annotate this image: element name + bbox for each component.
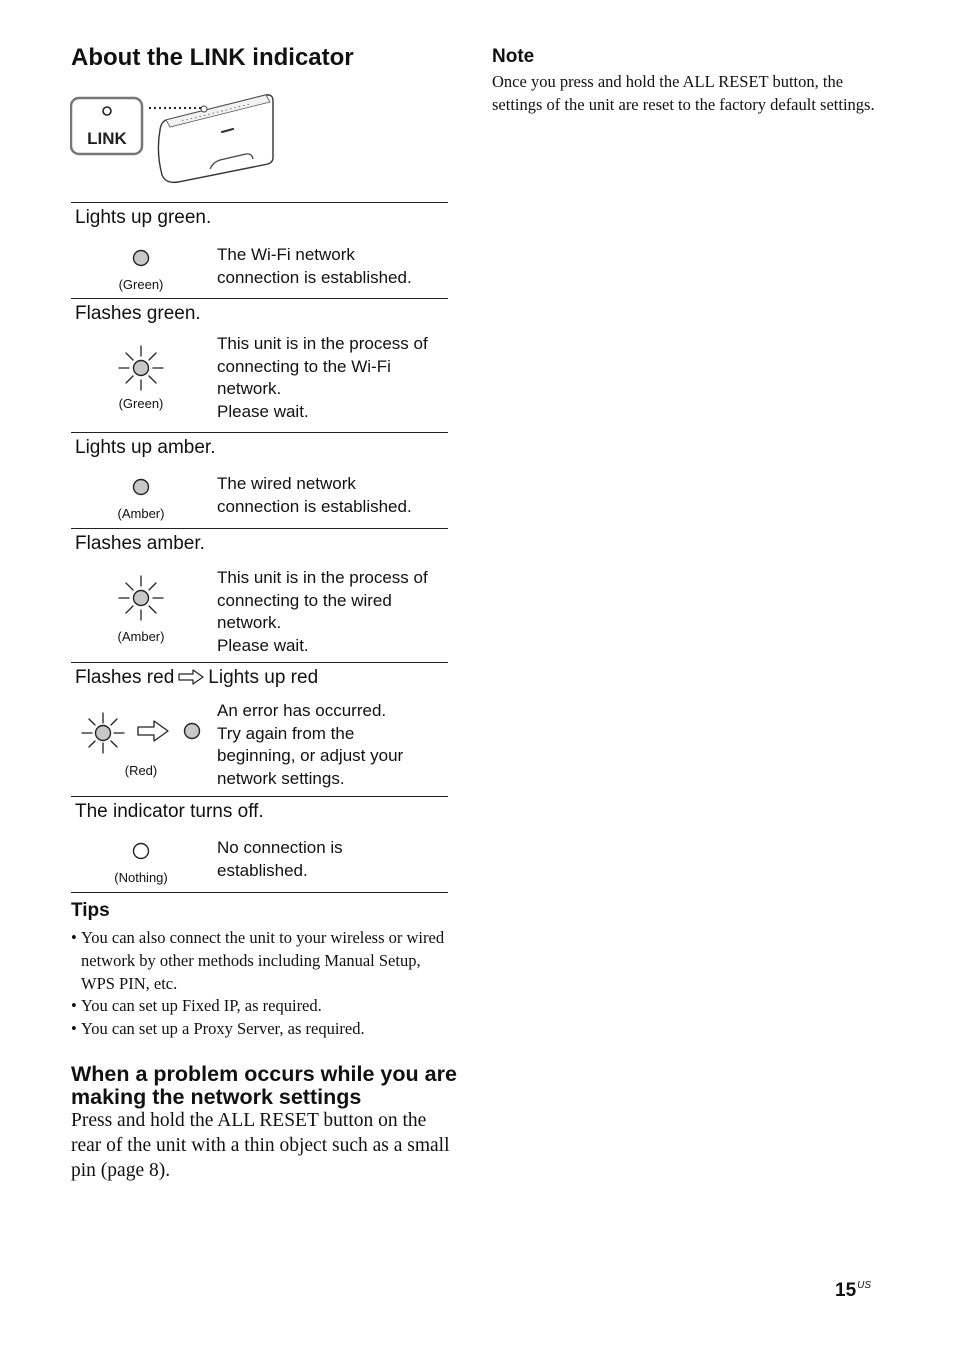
section-title-link-indicator: About the LINK indicator [71, 44, 354, 71]
region-suffix: US [857, 1280, 872, 1291]
indicator-description: The wired network connection is established. [217, 474, 412, 516]
indicator-color: (Red) [124, 763, 158, 778]
indicator-title: Lights up green. [75, 207, 212, 228]
arrow-right-icon [178, 669, 204, 685]
link-led-icon [103, 107, 111, 115]
indicator-description: This unit is in the process of connecting to the Wi-Fi network. Please wait. [217, 334, 428, 421]
indicator-row-off [71, 797, 448, 893]
indicator-color: (Amber) [117, 506, 165, 521]
indicator-row-amber-on [71, 433, 448, 529]
note-paragraph: Once you press and hold the ALL RESET button, the settings of the unit are reset to the factory default settings. [492, 72, 875, 114]
indicator-table [71, 202, 448, 893]
indicator-title: Lights up amber. [75, 437, 216, 458]
problem-paragraph: Press and hold the ALL RESET button on the rear of the unit with a thin object such as a small pin (page 8). [71, 1110, 450, 1181]
indicator-color: (Nothing) [114, 870, 168, 885]
unit-illustration [70, 90, 280, 186]
indicator-row-amber-flash [71, 529, 448, 663]
indicator-row-green-flash [71, 299, 448, 433]
indicator-description: An error has occurred. Try again from the beginning, or adjust your network settings. [217, 701, 404, 788]
indicator-title: The indicator turns off. [75, 801, 264, 822]
led-on-icon [71, 476, 211, 498]
list-item: • You can set up Fixed IP, as required. [71, 995, 451, 1018]
led-flash-icon [71, 343, 211, 393]
list-item: • You can also connect the unit to your wireless or wired network by other methods including Manual Setup, WPS PIN, etc. [71, 927, 451, 995]
tips-list [71, 927, 451, 1041]
indicator-color: (Amber) [117, 629, 165, 644]
indicator-description: The Wi-Fi network connection is established. [217, 245, 412, 287]
tips-heading: Tips [71, 900, 110, 921]
led-off-icon [71, 840, 211, 862]
indicator-title: Flashes green. [75, 303, 201, 324]
indicator-row-red [71, 663, 448, 797]
indicator-description: This unit is in the process of connecting to the wired network. Please wait. [217, 568, 428, 655]
note-heading: Note [492, 46, 535, 67]
indicator-color: (Green) [118, 277, 164, 292]
list-item: • You can set up a Proxy Server, as required. [71, 1018, 451, 1041]
indicator-title: Flashes red Lights up red [75, 667, 319, 688]
led-flash-icon [71, 573, 211, 623]
link-label: LINK [87, 129, 127, 148]
led-flash-to-on-icon [79, 711, 209, 755]
led-on-icon [71, 247, 211, 269]
section-title-problem: When a problem occurs while you are making the network settings [71, 1062, 457, 1109]
indicator-description: No connection is established. [217, 838, 343, 880]
indicator-title: Flashes amber. [75, 533, 205, 554]
indicator-color: (Green) [118, 396, 164, 411]
page-number: $15^{US}$ [835, 1280, 872, 1301]
indicator-row-green-on [71, 203, 448, 299]
